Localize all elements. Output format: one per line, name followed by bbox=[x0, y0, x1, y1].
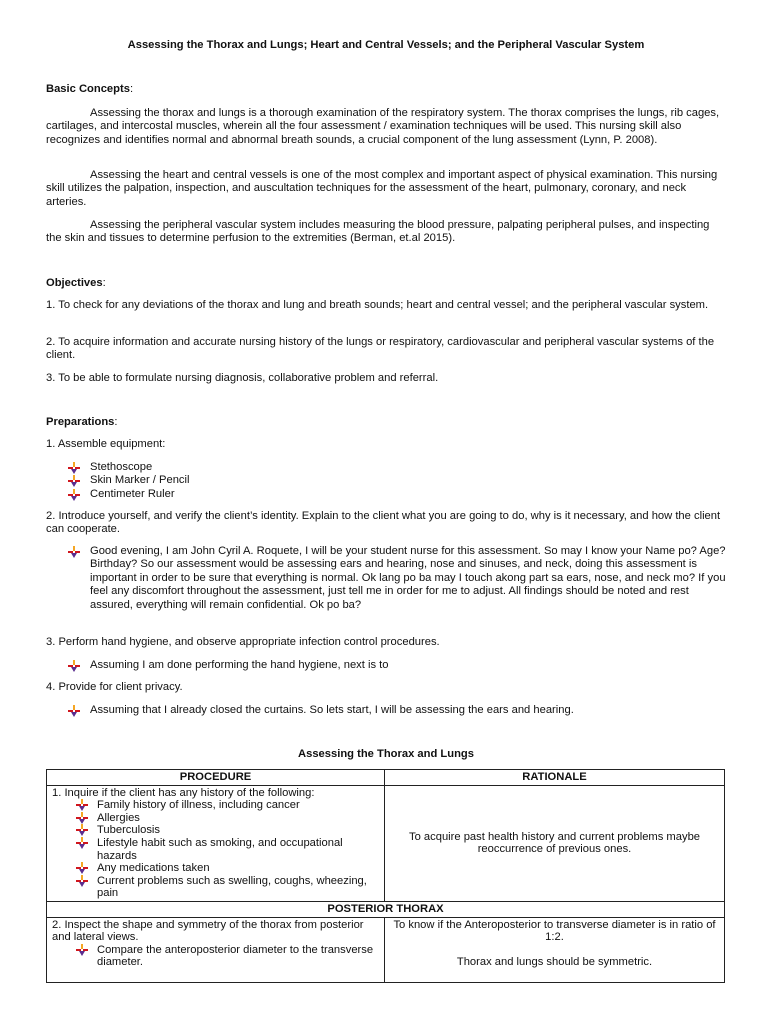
arrow-bullet-icon bbox=[76, 812, 88, 824]
basic-concepts-paragraph-2: Assessing the heart and central vessels is one of the most complex and important aspect of physical examination. This nursing skill utilizes the palpation, inspection, and auscultation techniques for the assessment of the heart, pulmonary, coronary, and neck arteries. bbox=[46, 169, 718, 208]
equipment-list bbox=[68, 461, 728, 501]
list-item: Lifestyle habit such as smoking, and occupational hazards bbox=[52, 837, 379, 862]
basic-concepts-heading: Basic Concepts: bbox=[46, 83, 134, 95]
arrow-bullet-icon bbox=[76, 824, 88, 836]
hand-hygiene-script-list bbox=[68, 659, 728, 672]
basic-concepts-paragraph-3: Assessing the peripheral vascular system includes measuring the blood pressure, palpating peripheral pulses, and inspecting the skin and tissues to determine perfusion to the extremities (Berman, et.al 2015). bbox=[46, 219, 710, 245]
list-item: Compare the anteroposterior diameter to the transverse diameter. bbox=[52, 944, 379, 969]
list-item: Current problems such as swelling, coughs, wheezing, pain bbox=[52, 875, 379, 900]
procedure-text: 2. Inspect the shape and symmetry of the thorax from posterior and lateral views. bbox=[52, 918, 364, 944]
arrow-bullet-icon bbox=[76, 875, 88, 887]
objective-2: 2. To acquire information and accurate nursing history of the lungs or respiratory, cardiovascular and peripheral vascular systems of the client. bbox=[46, 336, 715, 362]
arrow-bullet-icon bbox=[76, 799, 88, 811]
table-header-row bbox=[47, 770, 725, 786]
rationale-cell: To acquire past health history and current problems maybe reoccurrence of previous ones. bbox=[385, 785, 725, 901]
procedure-cell bbox=[47, 917, 385, 982]
arrow-bullet-icon bbox=[68, 546, 80, 558]
objectives-heading: Objectives: bbox=[46, 277, 106, 289]
procedure-table bbox=[46, 769, 725, 983]
posterior-thorax-subheader: POSTERIOR THORAX bbox=[47, 901, 725, 917]
objective-1: 1. To check for any deviations of the thorax and lung and breath sounds; heart and central vessel; and the peripheral vascular system. bbox=[46, 299, 709, 311]
list-item: Family history of illness, including cancer bbox=[52, 799, 379, 812]
table-row bbox=[47, 917, 725, 982]
procedure-column-header: PROCEDURE bbox=[47, 770, 385, 786]
arrow-bullet-icon bbox=[76, 837, 88, 849]
preparation-step-2: 2. Introduce yourself, and verify the client’s identity. Explain to the client what you are going to do, why is it necessary, and how the client can cooperate. bbox=[46, 510, 721, 536]
list-item: Tuberculosis bbox=[52, 824, 379, 837]
list-item: Skin Marker / Pencil bbox=[68, 474, 728, 487]
preparation-step-3: 3. Perform hand hygiene, and observe appropriate infection control procedures. bbox=[46, 636, 440, 648]
table-subheader-row bbox=[47, 901, 725, 917]
arrow-bullet-icon bbox=[68, 462, 80, 474]
preparation-step-4: 4. Provide for client privacy. bbox=[46, 681, 183, 693]
list-item: Any medications taken bbox=[52, 862, 379, 875]
basic-concepts-paragraph-1: Assessing the thorax and lungs is a thorough examination of the respiratory system. The thorax comprises the lungs, rib cages, cartilages, and intercostal muscles, wherein all the four assessment / examination techniques will be used. This nursing skill also recognizes and identifies normal and abnormal breath sounds, a crucial component of the lung assessment (Lynn, P. 2008). bbox=[46, 107, 720, 146]
list-item: Centimeter Ruler bbox=[68, 488, 728, 501]
list-item: Allergies bbox=[52, 812, 379, 825]
rationale-text: To know if the Anteroposterior to transverse diameter is in ratio of 1:2. bbox=[393, 918, 716, 944]
list-item: Good evening, I am John Cyril A. Roquete, I will be your student nurse for this assessment. So may I know your Name po? Age? Birthday? So our assessment would be assessing ears and hearing, nose and sinuses, and neck, doing this assessment is important in order to be sure that everything is normal. Ok lang po ba may I touch akong part sa ears, nose, and neck mo? If you feel any discomfort throughout the assessment, just tell me in order for me to adjust. All findings should be noted and rest assured, everything will remain confidential. Ok po ba? bbox=[68, 545, 728, 612]
history-list bbox=[52, 799, 379, 900]
preparation-step-1: 1. Assemble equipment: bbox=[46, 438, 166, 450]
table-row bbox=[47, 785, 725, 901]
objective-3: 3. To be able to formulate nursing diagnosis, collaborative problem and referral. bbox=[46, 372, 439, 384]
rationale-text: Thorax and lungs should be symmetric. bbox=[456, 955, 653, 968]
arrow-bullet-icon bbox=[76, 862, 88, 874]
list-item: Stethoscope bbox=[68, 461, 728, 474]
thorax-lungs-section-title: Assessing the Thorax and Lungs bbox=[298, 748, 474, 760]
rationale-column-header: RATIONALE bbox=[385, 770, 725, 786]
list-item: Assuming I am done performing the hand hygiene, next is to bbox=[68, 659, 728, 672]
inspection-list bbox=[52, 944, 379, 969]
arrow-bullet-icon bbox=[68, 475, 80, 487]
document-title: Assessing the Thorax and Lungs; Heart and Central Vessels; and the Peripheral Vascular System bbox=[127, 39, 645, 51]
arrow-bullet-icon bbox=[68, 705, 80, 717]
introduction-script-list bbox=[68, 545, 728, 612]
procedure-cell bbox=[47, 785, 385, 901]
preparations-heading: Preparations: bbox=[46, 416, 118, 428]
arrow-bullet-icon bbox=[68, 489, 80, 501]
arrow-bullet-icon bbox=[68, 660, 80, 672]
list-item: Assuming that I already closed the curtains. So lets start, I will be assessing the ears and hearing. bbox=[68, 704, 728, 717]
rationale-cell bbox=[385, 917, 725, 982]
privacy-script-list bbox=[68, 704, 728, 717]
arrow-bullet-icon bbox=[76, 944, 88, 956]
procedure-text: 1. Inquire if the client has any history of the following: bbox=[52, 786, 315, 799]
